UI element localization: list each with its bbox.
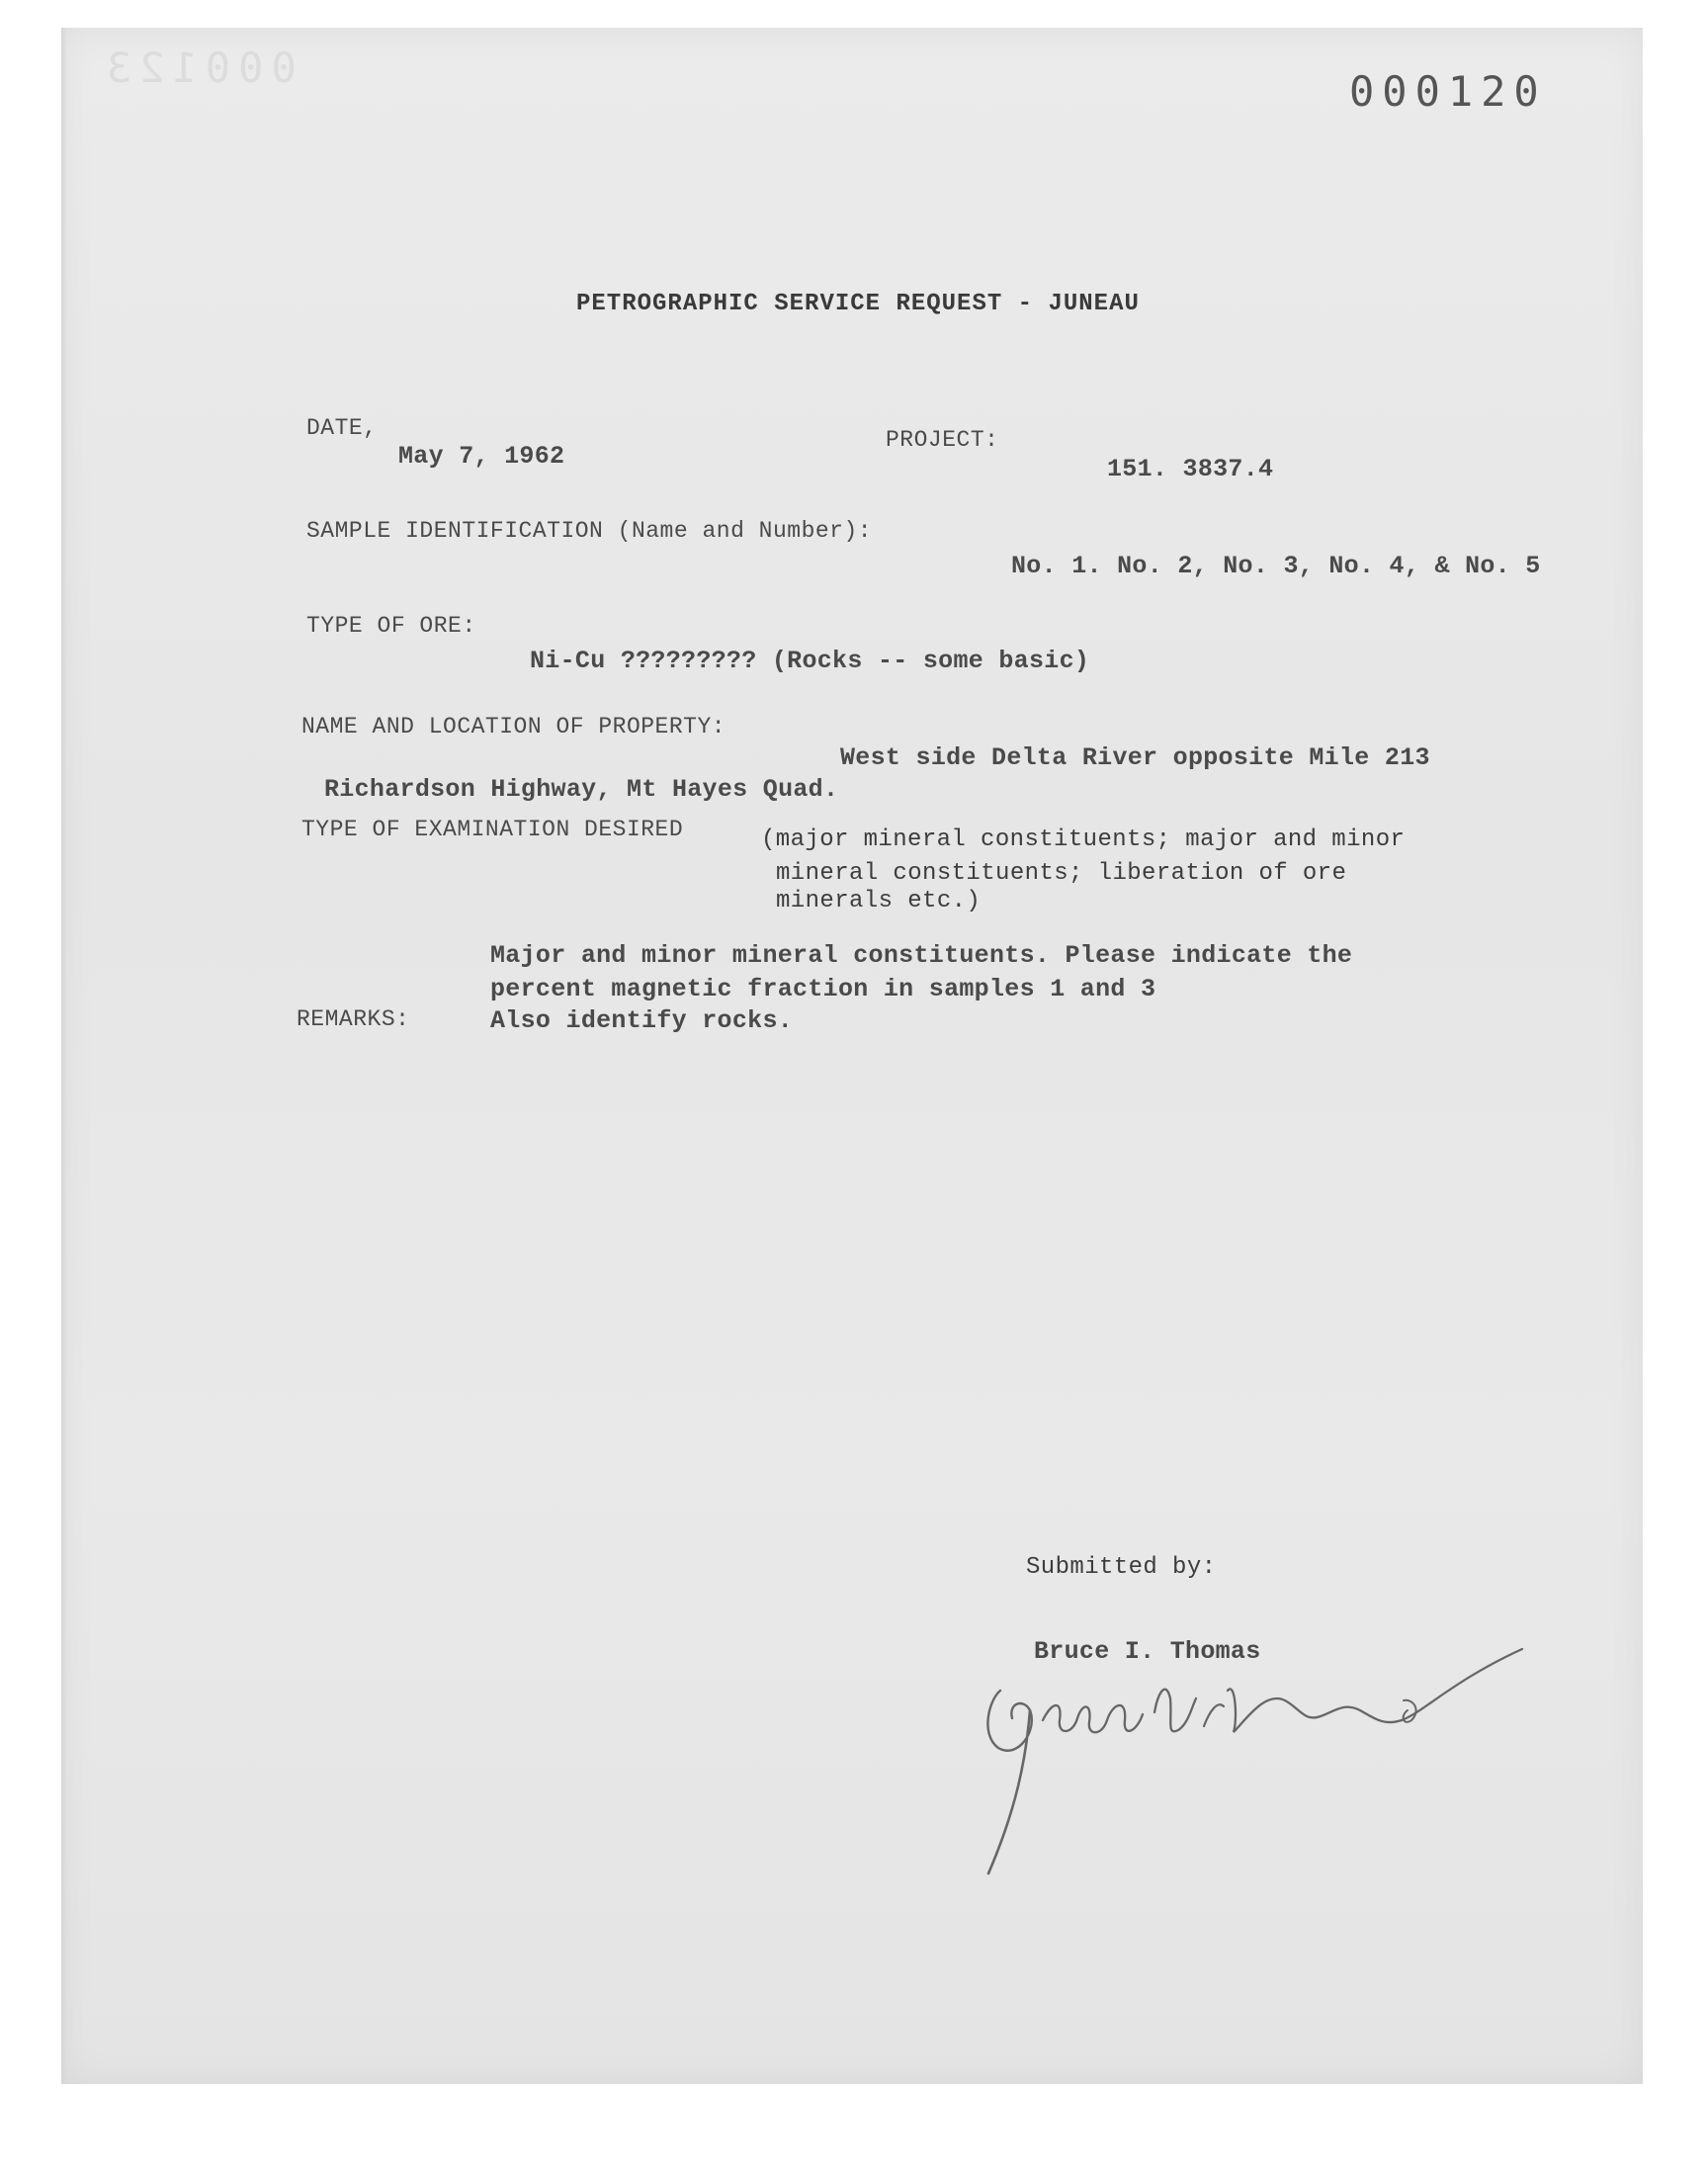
property-value-line-2: Richardson Highway, Mt Hayes Quad. xyxy=(324,775,839,804)
submitter-name: Bruce I. Thomas xyxy=(1034,1637,1261,1666)
ore-type-label: TYPE OF ORE: xyxy=(306,613,476,639)
examination-options-line-2: mineral constituents; liberation of ore xyxy=(776,860,1347,887)
examination-options-line-3: minerals etc.) xyxy=(776,888,982,914)
examination-value-line-2: percent magnetic fraction in samples 1 and 3 xyxy=(490,975,1156,1003)
project-value: 151. 3837.4 xyxy=(1107,455,1274,483)
sample-identification-value: No. 1. No. 2, No. 3, No. 4, & No. 5 xyxy=(1011,552,1541,580)
property-label: NAME AND LOCATION OF PROPERTY: xyxy=(301,714,726,740)
bleed-through-number: 000123 xyxy=(99,44,297,92)
remarks-label: REMARKS: xyxy=(297,1006,410,1032)
page-edge xyxy=(61,28,67,2084)
date-label: DATE, xyxy=(306,415,378,441)
page-title: PETROGRAPHIC SERVICE REQUEST - JUNEAU xyxy=(576,291,1140,317)
ore-type-value: Ni-Cu ????????? (Rocks -- some basic) xyxy=(530,647,1090,675)
property-value-line-1: West side Delta River opposite Mile 213 xyxy=(840,743,1430,772)
examination-label: TYPE OF EXAMINATION DESIRED xyxy=(301,817,684,842)
examination-value-line-1: Major and minor mineral constituents. Please indicate the xyxy=(490,941,1353,970)
project-label: PROJECT: xyxy=(886,427,999,453)
handwritten-signature xyxy=(969,1641,1581,1898)
date-value: May 7, 1962 xyxy=(398,442,565,471)
document-number: 000120 xyxy=(1349,67,1547,116)
examination-options-line-1: (major mineral constituents; major and minor xyxy=(761,826,1406,853)
submitted-by-label: Submitted by: xyxy=(1026,1554,1217,1581)
remarks-value: Also identify rocks. xyxy=(490,1006,794,1035)
sample-identification-label: SAMPLE IDENTIFICATION (Name and Number): xyxy=(306,518,873,544)
